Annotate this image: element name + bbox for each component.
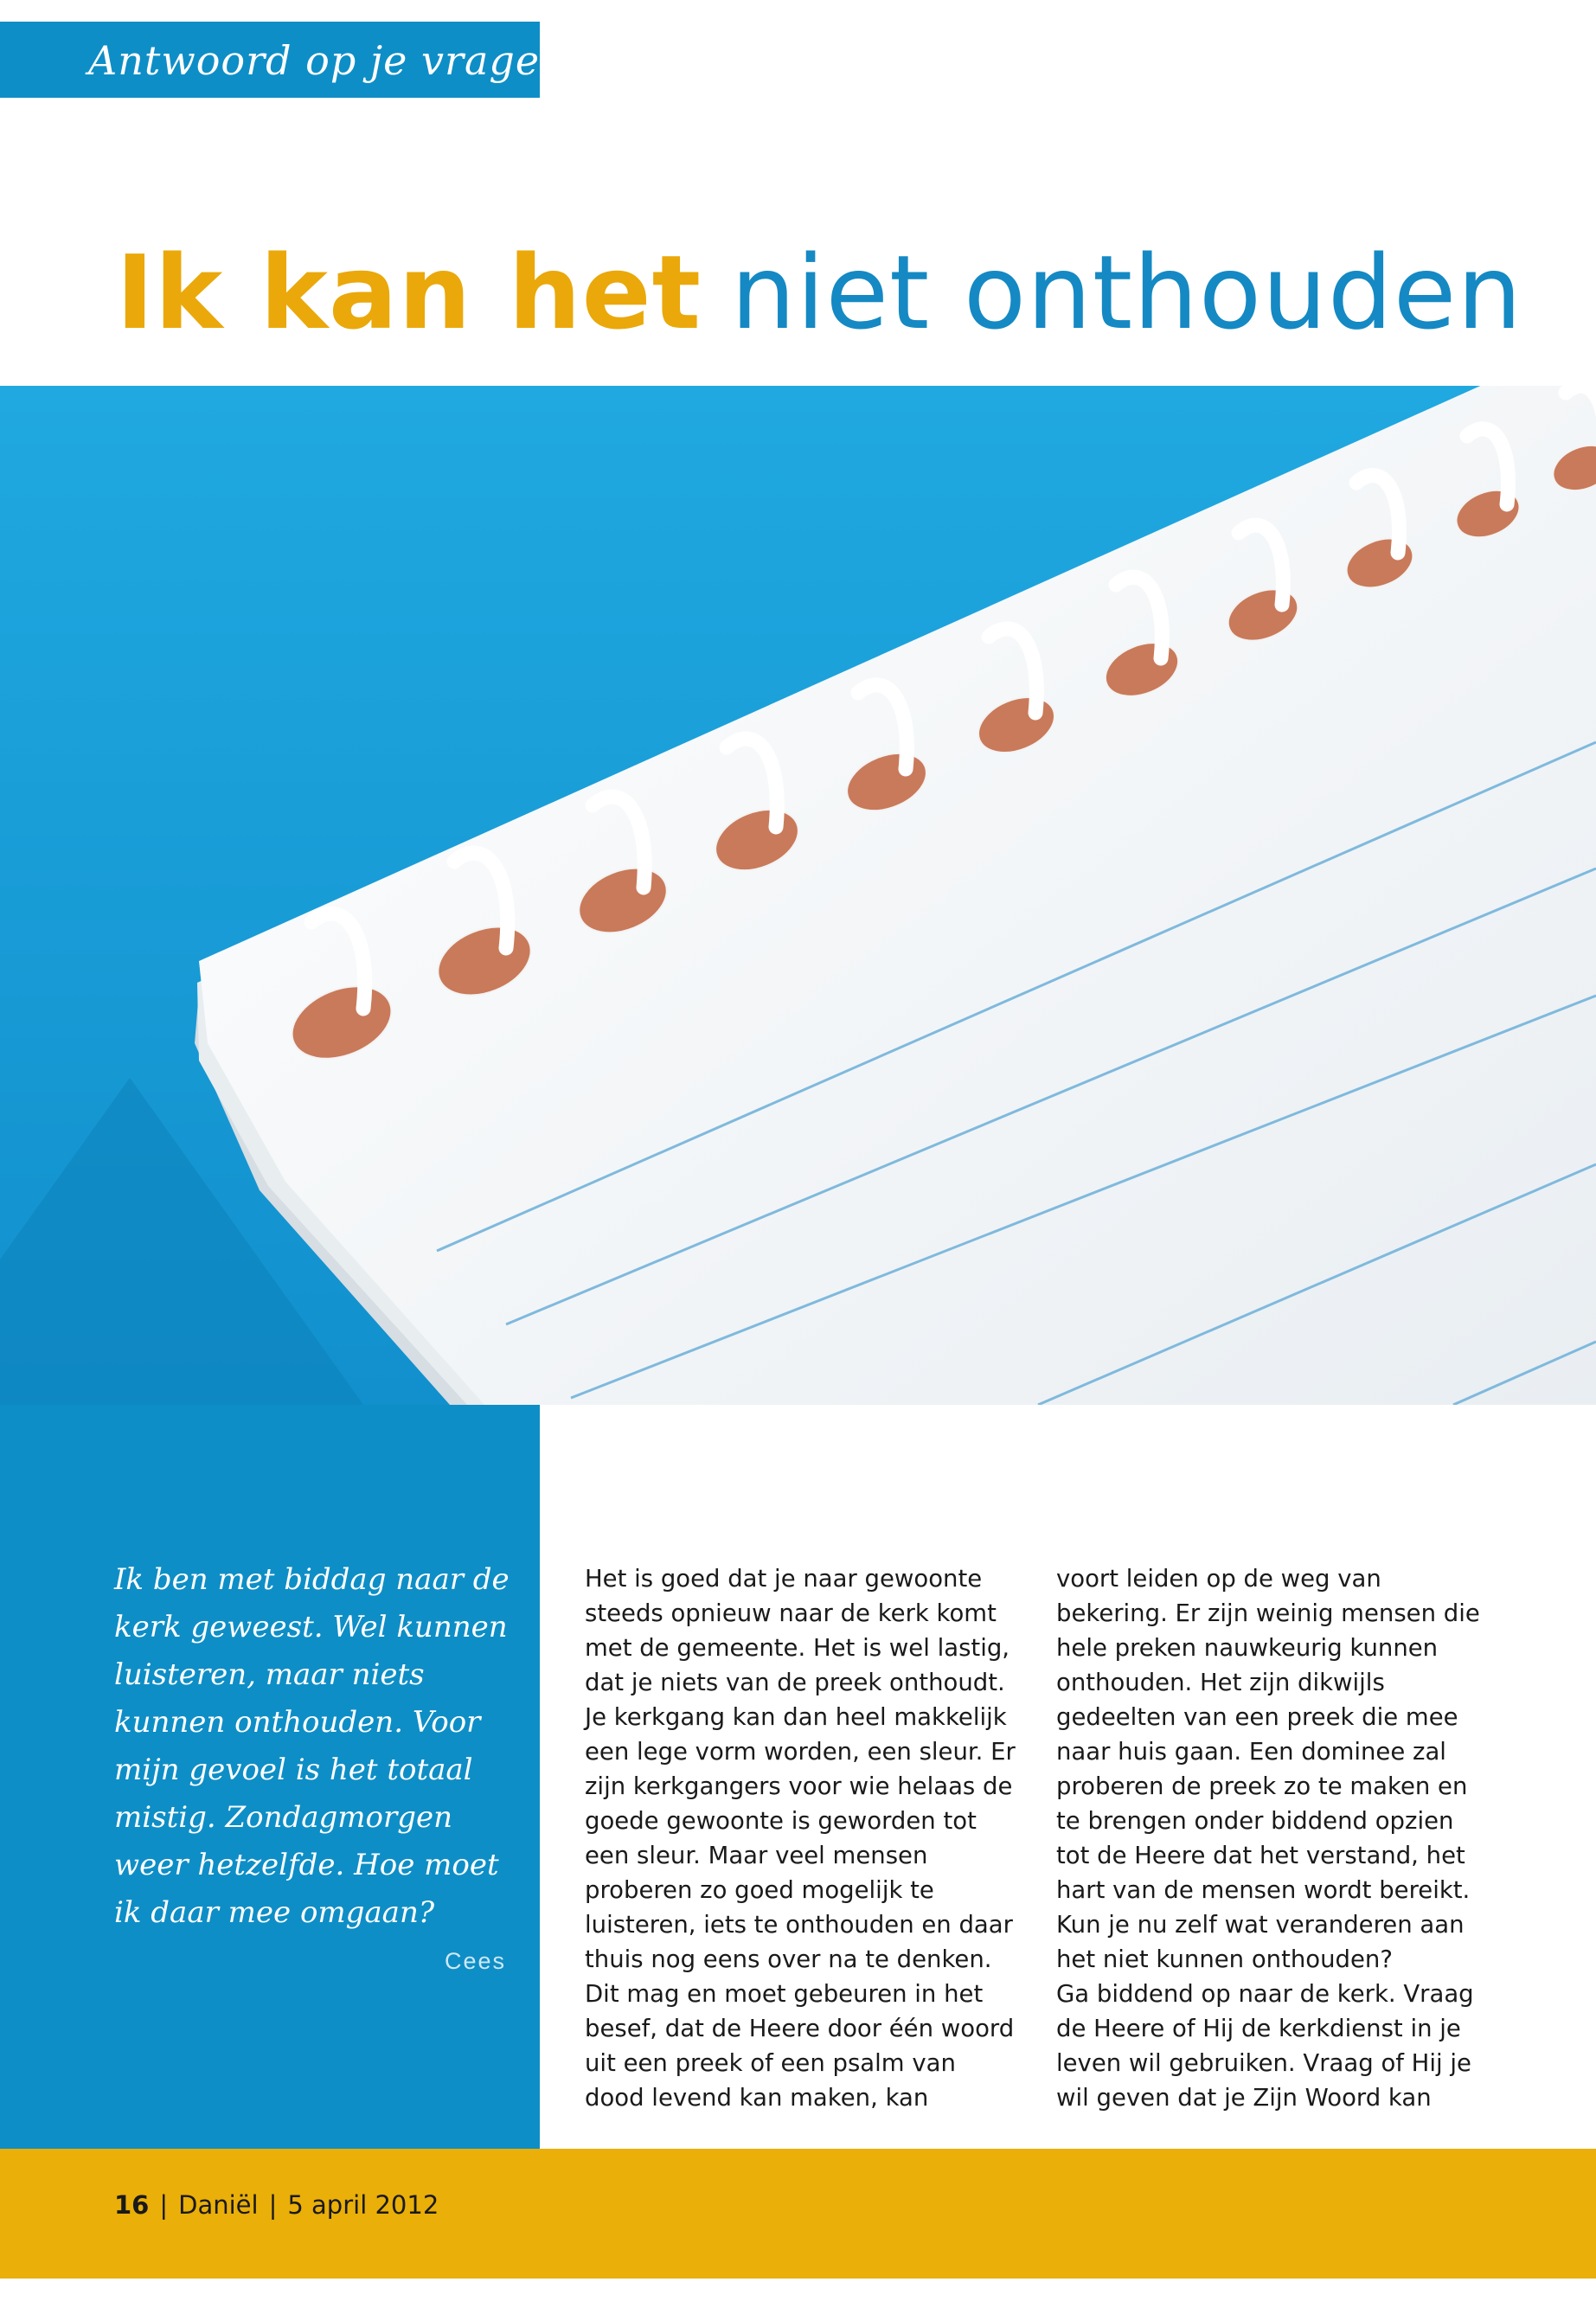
title-light-part: niet onthouden: [730, 233, 1523, 352]
answer-column-2: voort leiden op de weg van bekering. Er zijn weinig mensen die hele preken nauwkeurig kunnen onthouden. Het zijn dikwijls gedeelten van een preek die mee naar huis gaan. Een dominee zal proberen de preek zo te maken en te brengen onder biddend opzien tot de Heere dat het verstand, het hart van de mensen wordt bereikt. Kun je nu zelf wat veranderen aan het niet kunnen onthouden? Ga biddend op naar de kerk. Vraag de Heere of Hij de kerkdienst in je leven wil gebruiken. Vraag of Hij je wil geven dat je Zijn Woord kan: [1056, 1565, 1480, 2112]
page-number: 16: [114, 2190, 150, 2220]
question-author: Cees: [444, 1948, 506, 1974]
footer-text: [114, 2190, 439, 2220]
question-text: Ik ben met biddag naar de kerk geweest. Wel kunnen luisteren, maar niets kunnen onthouden. Voor mijn gevoel is het totaal mistig. Zondagmorgen weer hetzelfde. Hoe moet ik daar mee omgaan?: [114, 1562, 510, 1930]
publication-date: 5 april 2012: [287, 2190, 439, 2220]
section-tab-label: Antwoord op je vragen: [88, 37, 567, 84]
question-panel: [0, 1405, 540, 2149]
notebook-photo: [0, 386, 1596, 1405]
footer-separator: |: [159, 2190, 169, 2220]
footer-separator: |: [268, 2190, 278, 2220]
answer-column-1: Het is goed dat je naar gewoonte steeds opnieuw naar de kerk komt met de gemeente. Het is wel lastig, dat je niets van de preek onthoudt. Je kerkgang kan dan heel makkelijk een lege vorm worden, een sleur. Er zijn kerkgangers voor wie helaas de goede gewoonte is geworden tot een sleur. Maar veel mensen proberen zo goed mogelijk te luisteren, iets te onthouden en daar thuis nog eens over na te denken. Dit mag en moet gebeuren in het besef, dat de Heere door één woord uit een preek of een psalm van dood levend kan maken, kan: [585, 1565, 1016, 2112]
page-title: [116, 232, 1522, 354]
footer-bar: [0, 2149, 1596, 2279]
section-tab: [0, 22, 567, 98]
title-bold-part: Ik kan het: [116, 233, 702, 352]
publication-name: Daniël: [178, 2190, 259, 2220]
